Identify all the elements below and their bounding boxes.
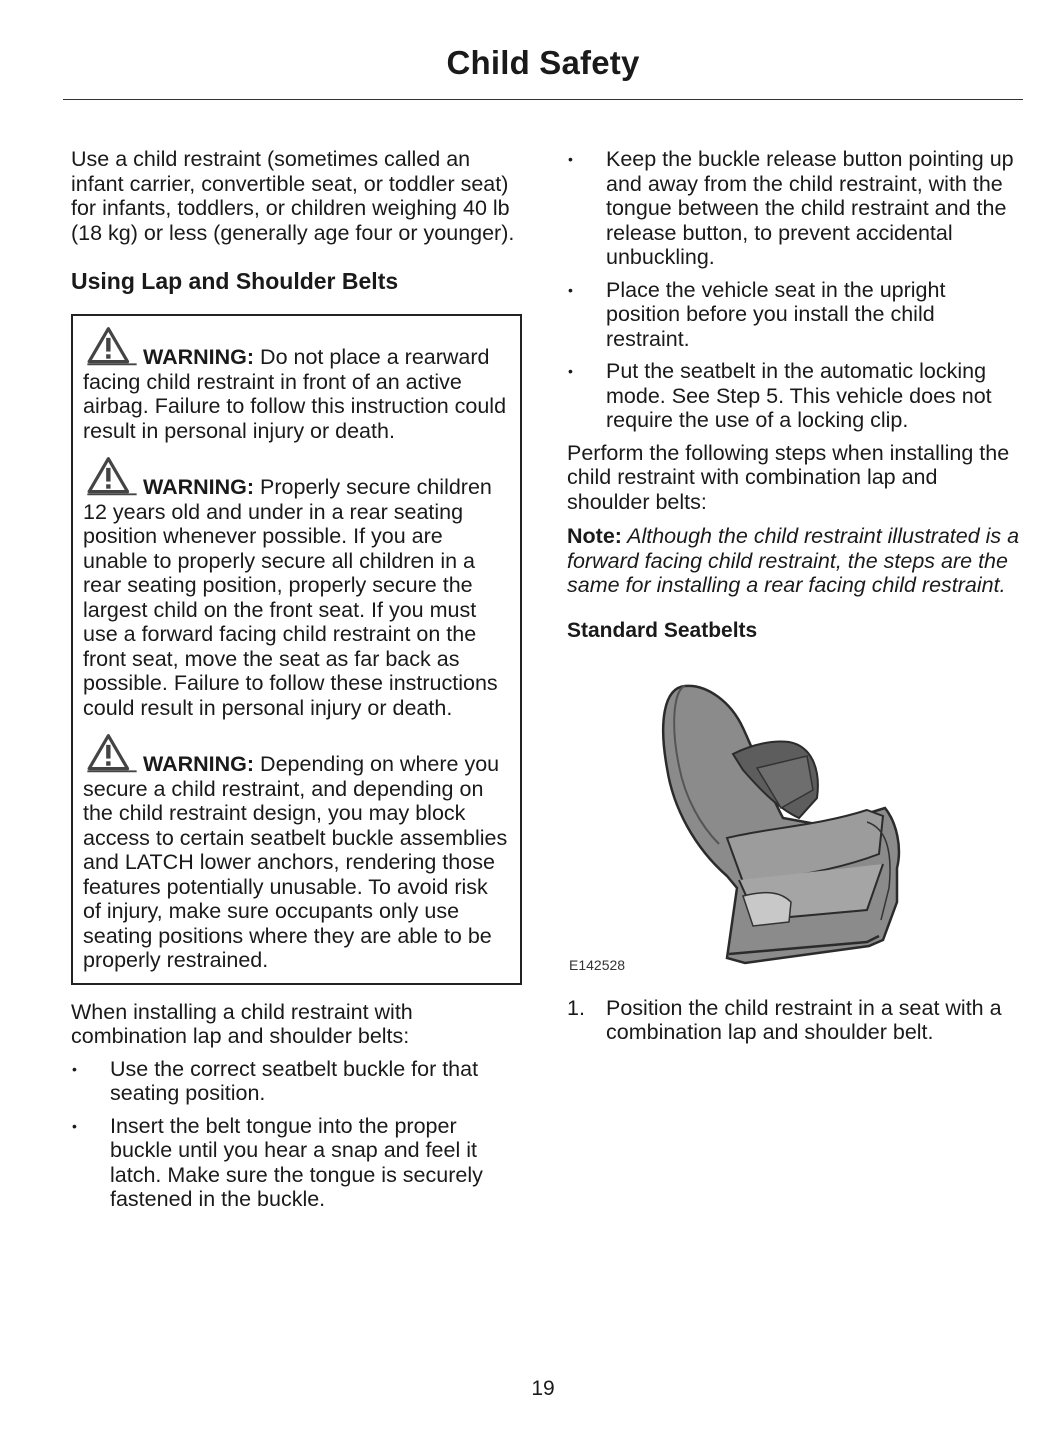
warning-text: Do not place a rearward facing child restraint in front of an active airbag. Failure to follow this instruction could result in personal injury or death. <box>83 345 507 443</box>
warning-box <box>71 314 522 985</box>
bullet-glyph: • <box>72 1117 77 1134</box>
page-title: Child Safety <box>446 44 640 81</box>
list-item-text: Use the correct seatbelt buckle for that seating position. <box>110 1056 479 1105</box>
bullet-glyph: • <box>568 151 573 167</box>
warning-1 <box>83 326 511 443</box>
warning-label: WARNING: <box>143 345 255 369</box>
bullet-glyph: • <box>72 1060 77 1077</box>
list-item-text: Insert the belt tongue into the proper buckle until you hear a snap and feel it latch. Make sure the tongue is securely fastened in the buckle. <box>110 1113 483 1211</box>
figure-code: E142528 <box>569 957 626 973</box>
warning-triangle-icon <box>83 326 141 368</box>
subheading: Standard Seatbelts <box>567 618 758 642</box>
step-text: Position the child restraint in a seat with a combination lap and shoulder belt. <box>606 995 1002 1044</box>
warning-text: Depending on where you secure a child restraint, and depending on the child restraint design, you may block access to certain seatbelt buckle assemblies and LATCH lower anchors, rendering those features potentially unusable. To avoid risk of injury, make sure occupants only use seating positions where they are able to be properly restrained. <box>83 752 508 972</box>
list-item-text: Keep the buckle release button pointing up and away from the child restraint, with the tongue between the child restraint and the release button, to prevent accidental unbuckling. <box>606 147 1014 269</box>
list-item-text: Place the vehicle seat in the upright position before you install the child restraint. <box>606 277 946 351</box>
install-intro: When installing a child restraint with combination lap and shoulder belts: <box>71 999 413 1048</box>
list-item <box>567 278 1022 352</box>
step-number: 1. <box>567 995 585 1020</box>
header-rule <box>63 99 1023 100</box>
list-item <box>71 1057 523 1106</box>
note-label: Note: <box>567 524 622 548</box>
page-number: 19 <box>531 1377 555 1400</box>
list-item <box>567 359 1022 433</box>
step-item <box>567 996 1022 1045</box>
bullet-glyph: • <box>568 363 573 379</box>
warning-label: WARNING: <box>143 475 255 499</box>
warning-text: Properly secure children 12 years old and under in a rear seating position whenever possible. If you are unable to properly secure all children in a rear seating position, properly secure the largest child on the front seat. If you must use a forward facing child restraint on the front seat, move the seat as far back as possible. Failure to follow these instructions could result in personal injury or death. <box>83 475 498 720</box>
note-text: Although the child restraint illustrated is a forward facing child restraint, the steps are the same for installing a rear facing child restraint. <box>567 524 1020 597</box>
section-heading: Using Lap and Shoulder Belts <box>71 268 399 294</box>
warning-2 <box>83 456 511 720</box>
warning-triangle-icon <box>83 733 141 775</box>
install-bullets <box>71 1057 523 1212</box>
left-column <box>71 147 523 1220</box>
list-item <box>567 147 1022 270</box>
note-paragraph <box>567 524 1022 598</box>
precaution-bullets <box>567 147 1022 433</box>
bullet-glyph: • <box>568 281 573 298</box>
warning-3 <box>83 733 511 973</box>
installation-steps <box>567 996 1022 1045</box>
list-item <box>71 1114 523 1212</box>
child-seat-figure <box>567 658 1022 978</box>
right-column <box>567 147 1022 1045</box>
warning-triangle-icon <box>83 456 141 498</box>
intro-paragraph: Use a child restraint (sometimes called an infant carrier, convertible seat, or toddler seat) for infants, toddlers, or children weighing 40 lb (18 kg) or less (generally age four or younger). <box>71 147 515 245</box>
steps-intro: Perform the following steps when installing the child restraint with combination lap and shoulder belts: <box>567 440 1010 514</box>
list-item-text: Put the seatbelt in the automatic locking mode. See Step 5. This vehicle does not require the use of a locking clip. <box>606 359 992 432</box>
child-seat-illustration <box>567 658 1022 978</box>
warning-label: WARNING: <box>143 752 255 776</box>
